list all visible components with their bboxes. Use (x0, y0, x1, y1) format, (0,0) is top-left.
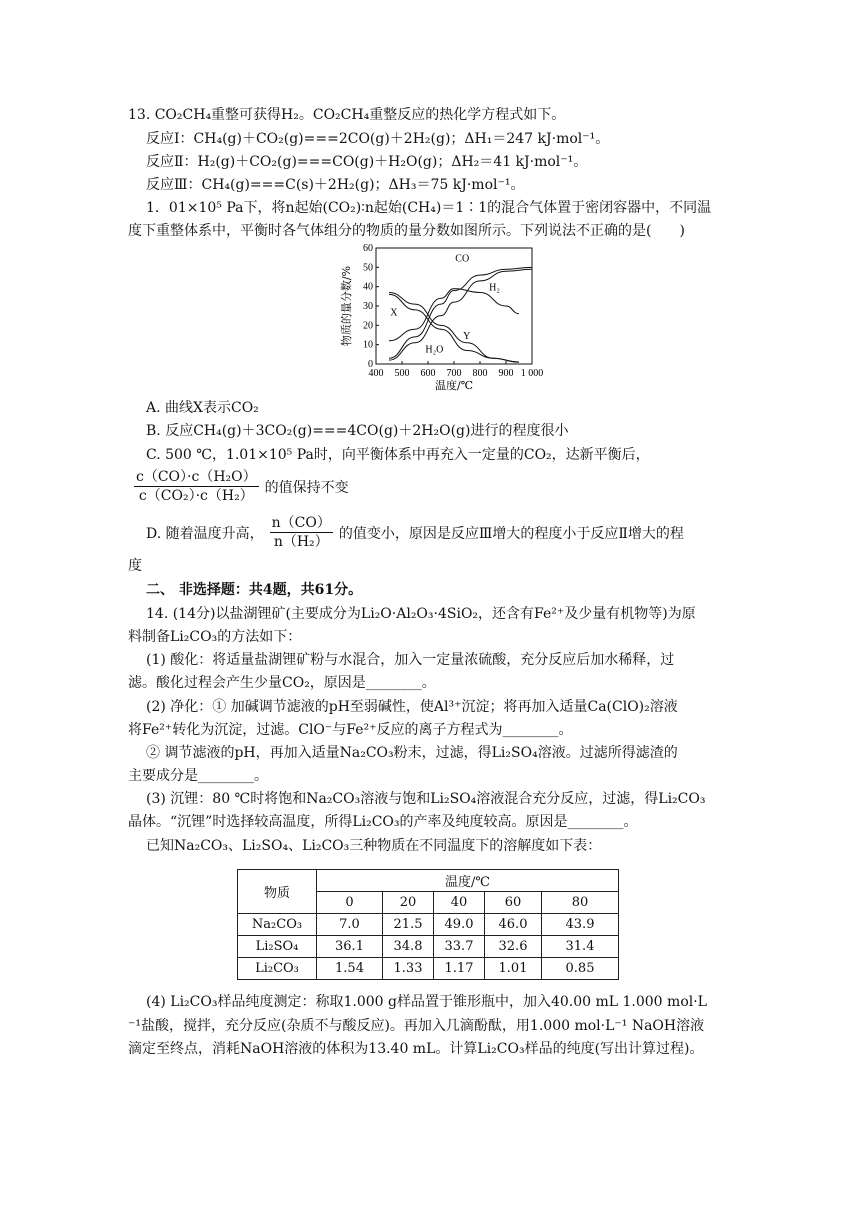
series-label: H₂O (425, 344, 444, 356)
q14-p1-line1: (1) 酸化：将适量盐湖锂矿粉与水混合，加入一定量浓硫酸，充分反应后加水稀释，过 (146, 652, 675, 668)
cell: 1.01 (485, 958, 542, 980)
q14-p2-line1: (2) 净化：① 加碱调节滤液的pH至弱碱性，使Al³⁺沉淀；将再加入适量Ca(ClO)₂溶液 (146, 699, 678, 715)
q13-stem-line1: 1．01×10⁵ Pa下，将n起始(CO₂)∶n起始(CH₄)＝1∶1的混合气体置于密闭容器中，不同温 (146, 200, 712, 216)
solubility-table (237, 869, 619, 980)
temp-col: 60 (485, 892, 542, 914)
series-label: Y (463, 330, 471, 342)
q14-line1: 14. (14分)以盐湖锂矿(主要成分为Li₂O·Al₂O₃·4SiO₂，还含有Fe²⁺及少量有机物等)为原 (146, 606, 696, 622)
x-tick-label: 600 (420, 368, 436, 379)
option-b: B. 反应CH₄(g)＋3CO₂(g)===4CO(g)＋2H₂O(g)进行的程度很小 (146, 423, 569, 439)
x-axis-label: 温度/℃ (434, 379, 474, 392)
x-tick-label: 400 (368, 368, 384, 379)
row-name: Li₂SO₄ (238, 936, 317, 958)
option-d (146, 514, 684, 551)
q14-known: 已知Na₂CO₃、Li₂SO₄、Li₂CO₃三种物质在不同温度下的溶解度如下表： (146, 838, 602, 854)
series-label: CO (455, 253, 470, 265)
x-tick-label: 900 (498, 368, 514, 379)
row-name: Li₂CO₃ (238, 958, 317, 980)
frac-c-denominator: c（CO₂）·c（H₂） (138, 488, 254, 504)
q14-p1-line2: 滤。酸化过程会产生少量CO₂，原因是________。 (128, 675, 436, 691)
temp-col: 80 (542, 892, 619, 914)
y-tick-label: 50 (363, 262, 373, 274)
y-tick-label: 0 (368, 359, 373, 370)
series-line-CO (389, 267, 532, 358)
x-tick-label: 800 (472, 368, 488, 379)
table-row (238, 958, 619, 980)
frac-c-numerator: c（CO）·c（H₂O） (136, 469, 257, 485)
cell: 34.8 (383, 936, 434, 958)
table-header-temp: 温度/℃ (317, 870, 619, 892)
cell: 46.0 (485, 914, 542, 936)
cell: 32.6 (485, 936, 542, 958)
cell: 7.0 (317, 914, 383, 936)
reaction-1: 反应Ⅰ：CH₄(g)＋CO₂(g)===2CO(g)＋2H₂(g)；ΔH₁＝247 kJ·mol⁻¹。 (146, 131, 610, 147)
cell: 1.33 (383, 958, 434, 980)
option-c: C. 500 ℃，1.01×10⁵ Pa时，向平衡体系中再充入一定量的CO₂，达新平衡后， (146, 447, 650, 463)
series-label: X (390, 307, 398, 319)
table-header-substance: 物质 (238, 870, 317, 914)
y-tick-label: 30 (363, 301, 373, 312)
frac-d-denominator: n（H₂） (273, 534, 329, 550)
y-axis-label: 物质的量分数/% (340, 265, 353, 347)
reaction-3: 反应Ⅲ：CH₄(g)===C(s)＋2H₂(g)；ΔH₃＝75 kJ·mol⁻¹。 (146, 177, 525, 193)
chart-series (389, 267, 532, 362)
cell: 31.4 (542, 936, 619, 958)
q14-p4-line3: 滴定至终点，消耗NaOH溶液的体积为13.40 mL。计算Li₂CO₃样品的纯度(写出计算过程)。 (128, 1041, 704, 1057)
series-label: H₂ (489, 282, 500, 294)
q13-intro: 13. CO₂CH₄重整可获得H₂。CO₂CH₄重整反应的热化学方程式如下。 (128, 107, 566, 123)
q14-p2-line2: 将Fe²⁺转化为沉淀，过滤。ClO⁻与Fe²⁺反应的离子方程式为________。 (128, 722, 573, 738)
option-a: A. 曲线X表示CO₂ (146, 400, 259, 416)
q14-p3-line2: 晶体。“沉锂”时选择较高温度，所得Li₂CO₃的产率及纯度较高。原因是________。 (128, 814, 638, 830)
series-line-H₂ (389, 269, 532, 360)
series-line-X (389, 289, 519, 341)
temp-col: 0 (317, 892, 383, 914)
cell: 1.17 (434, 958, 485, 980)
q14-line2: 料制备Li₂CO₃的方法如下： (128, 629, 302, 645)
cell: 1.54 (317, 958, 383, 980)
cell: 33.7 (434, 936, 485, 958)
option-d-line2: 度 (128, 558, 142, 574)
x-tick-label: 700 (446, 368, 462, 379)
y-tick-label: 60 (363, 244, 373, 254)
option-c-tail: 的值保持不变 (264, 479, 349, 496)
row-name: Na₂CO₃ (238, 914, 317, 936)
x-tick-label: 500 (394, 368, 410, 379)
q14-p2-line3: ② 调节滤液的pH，再加入适量Na₂CO₃粉末，过滤，得Li₂SO₄溶液。过滤所得滤渣的 (146, 745, 678, 761)
temp-col: 20 (383, 892, 434, 914)
mole-fraction-chart (338, 244, 550, 394)
temp-col: 40 (434, 892, 485, 914)
cell: 49.0 (434, 914, 485, 936)
y-tick-label: 40 (363, 281, 373, 293)
q13-stem-line2: 度下重整体系中，平衡时各气体组分的物质的量分数如图所示。下列说法不正确的是( ) (128, 223, 685, 239)
x-tick-label: 1 000 (520, 368, 544, 379)
y-tick-label: 10 (363, 339, 373, 351)
chart-axes (339, 244, 543, 392)
cell: 43.9 (542, 914, 619, 936)
q14-p3-line1: (3) 沉锂：80 ℃时将饱和Na₂CO₃溶液与饱和Li₂SO₄溶液混合充分反应，过滤，得Li₂CO₃ (146, 791, 706, 807)
frac-d-numerator: n（CO） (271, 515, 331, 531)
series-line-Y (389, 292, 519, 362)
option-c-fraction (128, 468, 349, 505)
cell: 36.1 (317, 936, 383, 958)
option-d-head: D. 随着温度升高， (146, 525, 264, 542)
q14-p4-line1: (4) Li₂CO₃样品纯度测定：称取1.000 g样品置于锥形瓶中，加入40.00 mL 1.000 mol·L (146, 994, 707, 1010)
table-row (238, 936, 619, 958)
reaction-2: 反应Ⅱ：H₂(g)＋CO₂(g)===CO(g)＋H₂O(g)；ΔH₂＝41 kJ·mol⁻¹。 (146, 154, 588, 170)
table-row (238, 914, 619, 936)
section-heading: 二、 非选择题：共4题，共61分。 (146, 582, 363, 598)
plot-frame (376, 248, 532, 364)
q14-p2-line4: 主要成分是________。 (128, 768, 268, 784)
cell: 21.5 (383, 914, 434, 936)
cell: 0.85 (542, 958, 619, 980)
option-d-tail: 的值变小，原因是反应Ⅲ增大的程度小于反应Ⅱ增大的程 (338, 525, 684, 542)
q14-p4-line2: ⁻¹盐酸，搅拌，充分反应(杂质不与酸反应)。再加入几滴酚酞，用1.000 mol·L⁻¹ NaOH溶液 (128, 1018, 705, 1034)
y-tick-label: 20 (363, 320, 373, 332)
